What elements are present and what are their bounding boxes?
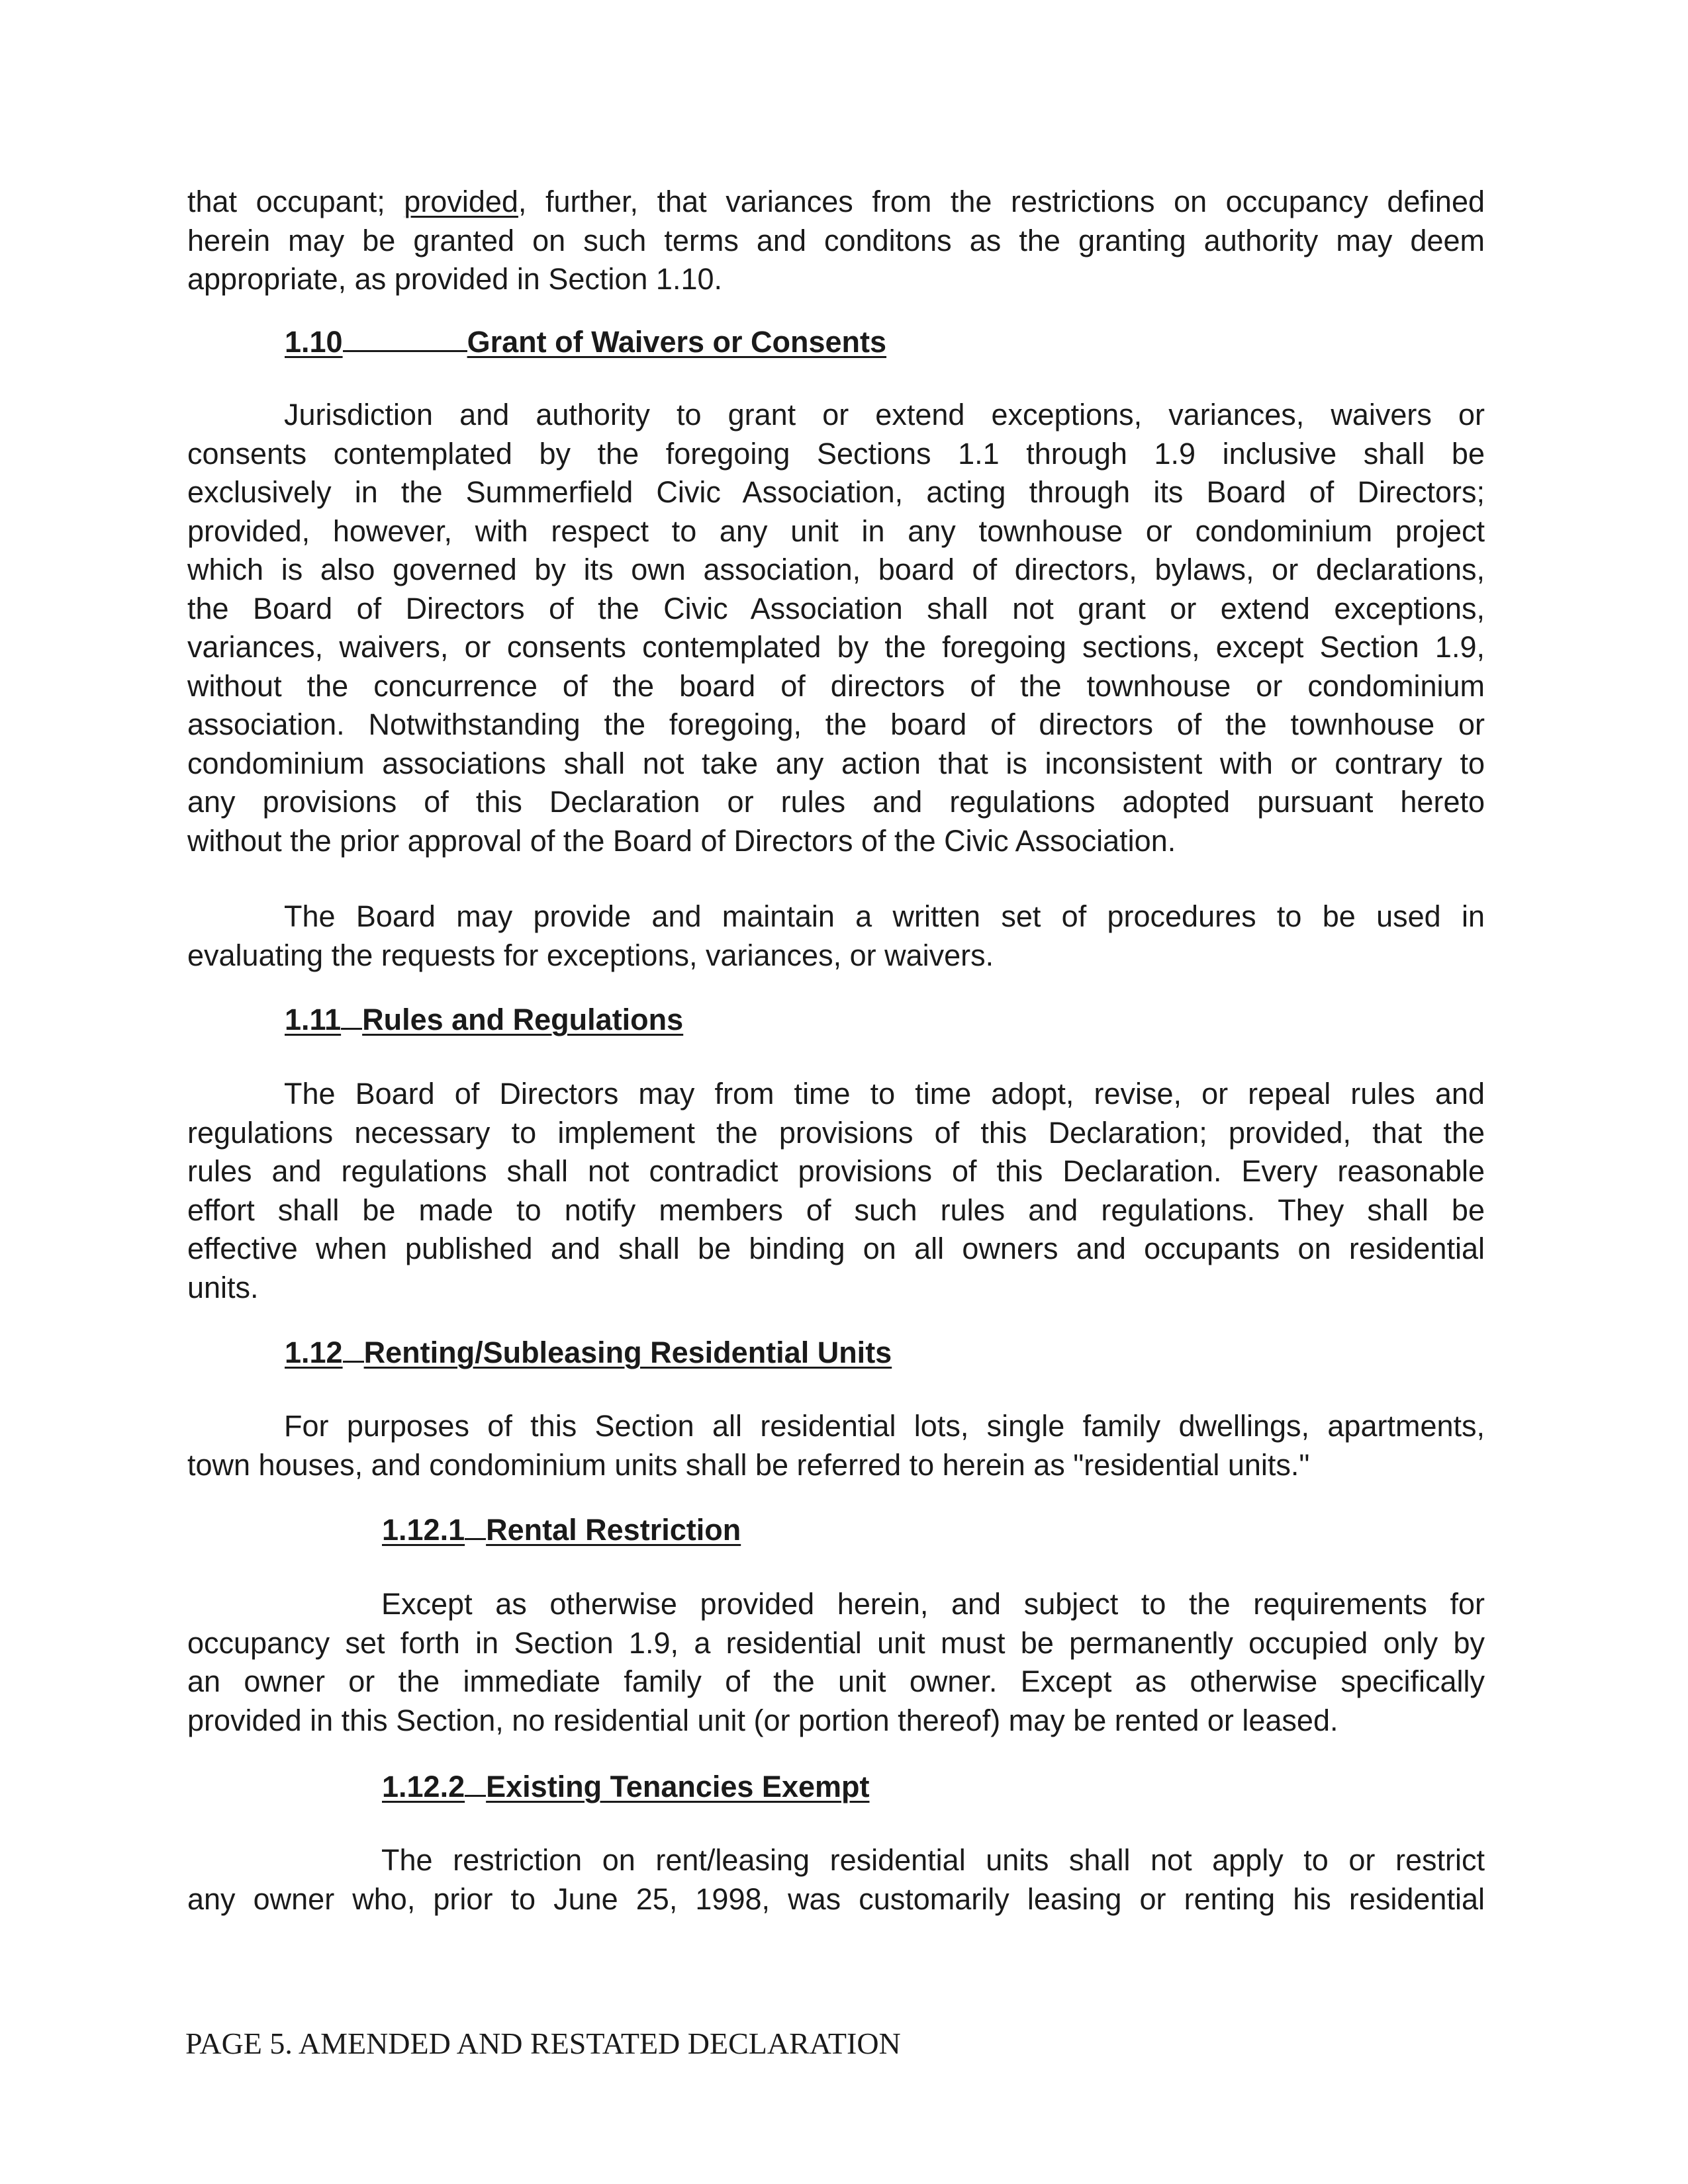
text-line: that occupant; provided, further, that variances from the restrictions on occupancy defined: [187, 185, 1485, 218]
text-line: The Board may provide and maintain a written set of procedures to be used in: [284, 899, 1485, 933]
section-heading-1-11: [285, 1001, 683, 1040]
text-line: which is also governed by its own association, board of directors, bylaws, or declarations,: [187, 553, 1485, 586]
section-title: Rules and Regulations: [362, 1003, 684, 1036]
text-line: exclusively in the Summerfield Civic Association, acting through its Board of Directors;: [187, 475, 1485, 509]
paragraph-jurisdiction: [187, 396, 1485, 860]
section-title: Rental Restriction: [486, 1513, 741, 1547]
text-line: units.: [187, 1270, 259, 1304]
section-number: 1.12.2: [382, 1770, 465, 1803]
section-number: 1.12: [285, 1336, 343, 1369]
section-number: 1.10: [285, 325, 343, 359]
heading-rule: [465, 1768, 486, 1797]
text-line: provided, however, with respect to any unit in any townhouse or condominium project: [187, 514, 1485, 548]
text-line: For purposes of this Section all residential lots, single family dwellings, apartments,: [284, 1409, 1485, 1443]
text-line: evaluating the requests for exceptions, variances, or waivers.: [187, 938, 994, 972]
text-line: the Board of Directors of the Civic Association shall not grant or extend exceptions,: [187, 591, 1485, 625]
text-line: consents contemplated by the foregoing Sections 1.1 through 1.9 inclusive shall be: [187, 436, 1485, 471]
text-line: rules and regulations shall not contradict provisions of this Declaration. Every reasonable: [187, 1154, 1485, 1188]
text-line: effective when published and shall be binding on all owners and occupants on residential: [187, 1232, 1485, 1265]
text-line: Except as otherwise provided herein, and subject to the requirements for: [381, 1587, 1485, 1621]
text-line: without the concurrence of the board of directors of the townhouse or condominium: [187, 668, 1485, 703]
paragraph-occupancy-variances: [187, 183, 1485, 299]
text-line: association. Notwithstanding the foregoing, the board of directors of the townhouse or: [187, 707, 1485, 741]
text-line: The restriction on rent/leasing residential units shall not apply to or restrict: [381, 1843, 1485, 1877]
paragraph-existing-tenancies: [187, 1841, 1485, 1919]
text-line: any provisions of this Declaration or rules and regulations adopted pursuant hereto: [187, 785, 1485, 819]
text-line: occupancy set forth in Section 1.9, a residential unit must be permanently occupied only by: [187, 1625, 1485, 1660]
text-line: condominium associations shall not take any action that is inconsistent with or contrary to: [187, 746, 1485, 780]
page-footer: PAGE 5. AMENDED AND RESTATED DECLARATION: [185, 2026, 901, 2060]
paragraph-residential-units-definition: [187, 1407, 1485, 1484]
section-number: 1.11: [285, 1003, 342, 1036]
text-line: appropriate, as provided in Section 1.10.: [187, 262, 723, 296]
section-heading-1-10: [285, 323, 886, 362]
text-line: effort shall be made to notify members of such rules and regulations. They shall be: [187, 1193, 1485, 1227]
heading-rule: [343, 1334, 364, 1363]
text-line: town houses, and condominium units shall be referred to herein as "residential units.": [187, 1447, 1310, 1482]
section-title: Grant of Waivers or Consents: [467, 325, 887, 359]
section-title: Existing Tenancies Exempt: [486, 1770, 870, 1803]
section-heading-1-12: [285, 1334, 892, 1373]
text-line: regulations necessary to implement the provisions of this Declaration; provided, that the: [187, 1115, 1485, 1150]
heading-rule: [465, 1512, 486, 1540]
text-line: any owner who, prior to June 25, 1998, was customarily leasing or renting his residential: [187, 1882, 1485, 1916]
heading-rule: [341, 1001, 362, 1030]
text-line: herein may be granted on such terms and conditons as the granting authority may deem: [187, 223, 1485, 257]
text-line: The Board of Directors may from time to time adopt, revise, or repeal rules and: [284, 1077, 1485, 1111]
section-heading-1-12-2: [382, 1768, 869, 1807]
text-line: an owner or the immediate family of the unit owner. Except as otherwise specifically: [187, 1664, 1485, 1698]
provided-underlined: provided: [404, 185, 518, 218]
text-line: Jurisdiction and authority to grant or extend exceptions, variances, waivers or: [284, 398, 1485, 432]
heading-rule: [343, 324, 467, 352]
section-number: 1.12.1: [382, 1513, 465, 1547]
section-heading-1-12-1: [382, 1511, 741, 1550]
text-line: variances, waivers, or consents contemplated by the foregoing sections, except Section 1.9,: [187, 630, 1485, 664]
text-line: provided in this Section, no residential unit (or portion thereof) may be rented or leased.: [187, 1703, 1338, 1737]
section-title: Renting/Subleasing Residential Units: [363, 1336, 892, 1369]
paragraph-rental-restriction: [187, 1585, 1485, 1740]
paragraph-procedures: [187, 897, 1485, 975]
text-line: without the prior approval of the Board of Directors of the Civic Association.: [187, 823, 1176, 858]
paragraph-rules-regulations: [187, 1075, 1485, 1307]
